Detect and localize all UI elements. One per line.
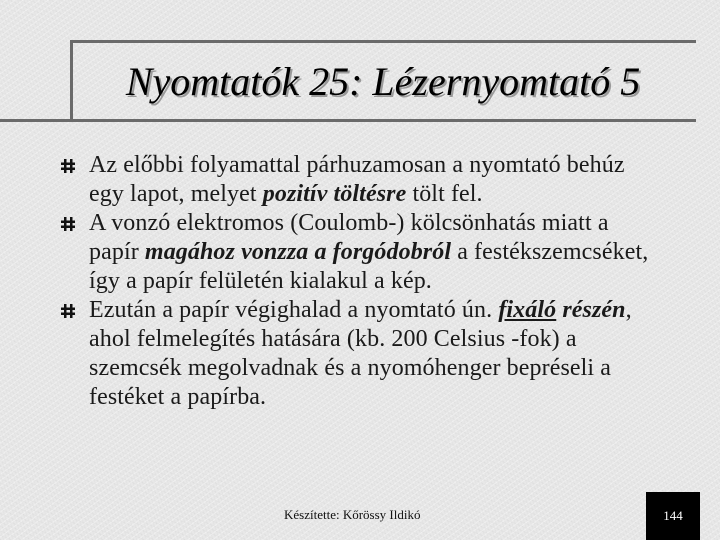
hash-bullet-icon: [60, 303, 76, 319]
bullet-text-part: tölt fel.: [406, 181, 483, 207]
title-rule: [0, 119, 696, 122]
bullet-text-part: a festékszemcséket, így a papír felületén kialakul a kép.: [89, 239, 649, 294]
bullet-item: [60, 209, 660, 296]
hash-bullet-icon: [60, 158, 76, 174]
bullet-text: [89, 297, 632, 410]
slide-title: Nyomtatók 25: Lézernyomtató 5: [125, 59, 641, 104]
bullet-text: [89, 152, 625, 207]
bullet-text-part: Az előbbi folyamattal párhuzamosan a nyomtató behúz egy lapot, melyet: [89, 152, 625, 207]
page-number: 144: [663, 508, 683, 523]
bullet-text: [89, 210, 648, 294]
bullet-text-part: A vonzó elektromos (Coulomb-) kölcsönhatás miatt a papír: [89, 210, 609, 265]
bullet-text-part: Ezután a papír végighalad a nyomtató ún.: [89, 297, 499, 323]
emphasis-text: pozitív töltésre: [262, 181, 407, 207]
bullet-item: [60, 296, 660, 412]
bullet-text-part: , ahol felmelegítés hatására (kb. 200 Celsius -fok) a szemcsék megolvadnak és a nyomóhenger bepréseli a festéket a papírba.: [89, 297, 632, 410]
bullet-list: [60, 151, 660, 412]
emphasis-text: magához vonzza a forgódobról: [144, 239, 452, 265]
hash-bullet-icon: [60, 216, 76, 232]
emphasis-text: fixáló: [498, 297, 557, 323]
bullet-item: [60, 151, 660, 209]
footer-author: Készítette: Kőrössy Ildikó: [284, 507, 421, 522]
emphasis-text: részén: [562, 297, 626, 323]
